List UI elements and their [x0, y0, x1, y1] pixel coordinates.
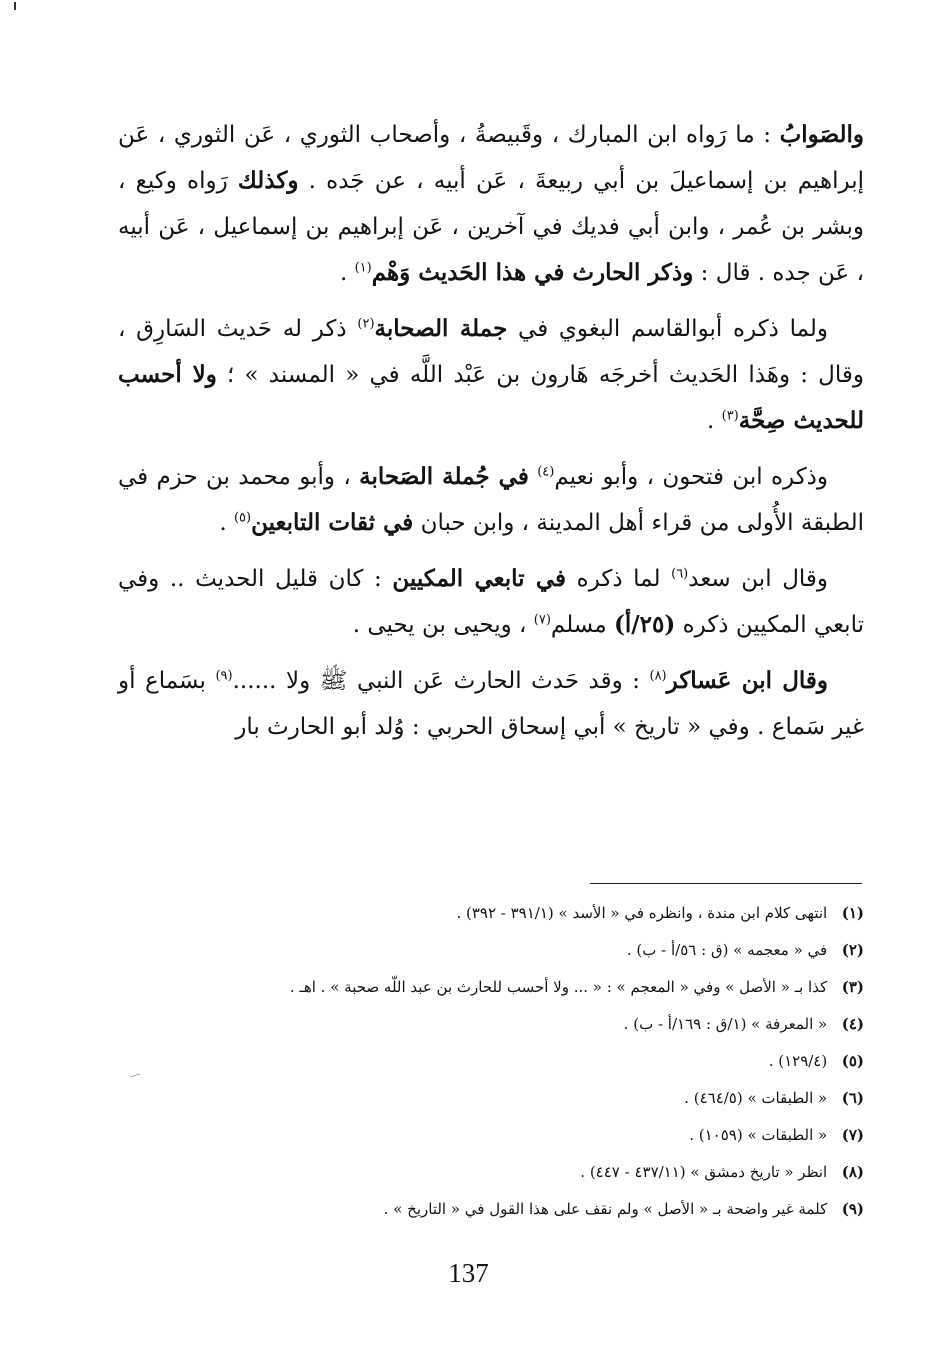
footnote-text: « الطبقات » (٤٦٤/٥) . [684, 1089, 828, 1107]
text-run: ، وأبو محمد بن حزم في الطبقة الأُولى من قراء أهل المدينة ، وابن حبان [118, 464, 864, 536]
text-run: ، ويحيى بن يحيى . [352, 612, 527, 638]
text-run: لما ذكره [576, 566, 661, 592]
paragraph-3 [118, 454, 864, 546]
text-run: وذكره ابن فتحون ، وأبو نعيم [554, 464, 829, 490]
footnote-text: (١٢٩/٤) . [768, 1052, 828, 1070]
footnote-text: في « معجمه » (ق : ٥٦/أ - ب) . [626, 941, 828, 959]
footnote-2 [240, 932, 864, 969]
footnote-number: (٤) [841, 1015, 864, 1033]
text-run: : كان قليل الحديث .. وفي تابعي المكيين ذكره [118, 566, 864, 638]
footnote-ref-2: (٢) [357, 316, 375, 332]
bold-phrase: في ثقات التابعين [251, 509, 414, 536]
footnote-8 [240, 1154, 864, 1191]
footnote-text: كذا بـ « الأصل » وفي « المعجم » : « ... ولا أحسب للحارث بن عبد اللّه صحبة » . اهـ . [289, 978, 828, 996]
footnote-4 [240, 1006, 864, 1043]
text-run: ولما ذكره أبوالقاسم البغوي في [518, 316, 829, 342]
footnote-7 [240, 1117, 864, 1154]
footnote-text: كلمة غير واضحة بـ « الأصل » ولم نقف على هذا القول في « التاريخ » . [383, 1200, 828, 1218]
folio-marker: (٢٥/أ) [613, 611, 676, 638]
footnote-6 [240, 1080, 864, 1117]
footnote-number: (٢) [841, 941, 864, 959]
text-run: رَواه وكيع ، وبشر بن عُمر ، وابن أبي فديك في آخرين ، عَن إبراهيم بن إسماعيل ، عَن أبيه ، عَن جده . قال : [118, 168, 864, 286]
footnote-separator [590, 883, 862, 884]
footnote-ref-5: (٥) [233, 510, 252, 526]
bold-phrase: وذكر الحارث في هذا الحَديث وَهْم [371, 259, 694, 286]
scan-corner-mark [14, 2, 16, 10]
text-run: . [706, 408, 715, 434]
bold-phrase: وكذلك [237, 167, 299, 194]
paragraph-4 [118, 556, 864, 648]
footnote-number: (٧) [841, 1126, 864, 1144]
footnote-number: (٦) [841, 1089, 864, 1107]
scan-speck [130, 1073, 140, 1077]
text-run: : ما رَواه ابن المبارك ، وقَبيصةُ ، وأصحاب الثوري ، عَن الثوري ، عَن إبراهيم بن إسماعيلَ بن أبي ربيعةَ ، عَن أبيه ، عن جَده . [118, 122, 864, 194]
bold-phrase: جملة الصحابة [374, 315, 508, 342]
paragraph-2 [118, 306, 864, 444]
text-run: : وقد حَدث الحارث عَن النبي ﷺ ولا ...... [232, 668, 640, 694]
footnote-number: (٥) [841, 1052, 864, 1070]
bold-phrase: والصَوابُ [779, 121, 865, 148]
footnote-ref-4: (٤) [537, 464, 555, 480]
footnote-text: انظر « تاريخ دمشق » (٤٣٧/١١ - ٤٤٧) . [580, 1163, 828, 1181]
bold-phrase: وقال ابن عَساكر [666, 667, 829, 694]
paragraph-1 [118, 112, 864, 296]
footnote-number: (٩) [841, 1200, 864, 1218]
footnote-ref-3: (٣) [721, 408, 739, 424]
text-run: . [339, 260, 348, 286]
footnote-5 [240, 1043, 864, 1080]
footnote-1 [240, 895, 864, 932]
text-run: . [219, 510, 227, 536]
footnote-number: (١) [841, 904, 864, 922]
main-text [118, 112, 864, 750]
bold-phrase: ولا أحسب للحديث صِحَّة [118, 361, 864, 434]
text-run: مسلم [550, 612, 607, 638]
text-run: وقال ابن سعد [688, 566, 829, 592]
footnote-9 [240, 1191, 864, 1228]
footnote-ref-9: (٩) [215, 668, 233, 684]
page-number: 137 [448, 1258, 489, 1288]
bold-phrase: في تابعي المكيين [392, 565, 567, 592]
footnote-ref-8: (٨) [649, 668, 667, 684]
footnotes [240, 895, 864, 1228]
text-run: ذكر له حَديث السَارِق ، وقال : وهَذا الحَديث أخرجَه هَارون بن عَبْد اللَّه في « المسند » ؛ [118, 316, 864, 388]
bold-phrase: في جُملة الصَحابة [359, 463, 529, 490]
footnote-text: « الطبقات » (١٠٥٩) . [689, 1126, 828, 1144]
footnote-text: « المعرفة » (١/ق : ١٦٩/أ - ب) . [623, 1015, 828, 1033]
footnote-ref-7: (٧) [533, 612, 551, 628]
footnote-text: انتهى كلام ابن مندة ، وانظره في « الأسد » (٣٩١/١ - ٣٩٢) . [456, 904, 828, 922]
footnote-ref-1: (١) [354, 260, 372, 276]
text-run: بسَماع أو غير سَماع . وفي « تاريخ » أبي إسحاق الحربي : وُلد أبو الحارث بار [118, 668, 864, 740]
footnote-number: (٣) [841, 978, 864, 996]
paragraph-5 [118, 658, 864, 750]
footnote-3 [240, 969, 864, 1006]
footnote-ref-6: (٦) [671, 566, 689, 582]
footnote-number: (٨) [841, 1163, 864, 1181]
